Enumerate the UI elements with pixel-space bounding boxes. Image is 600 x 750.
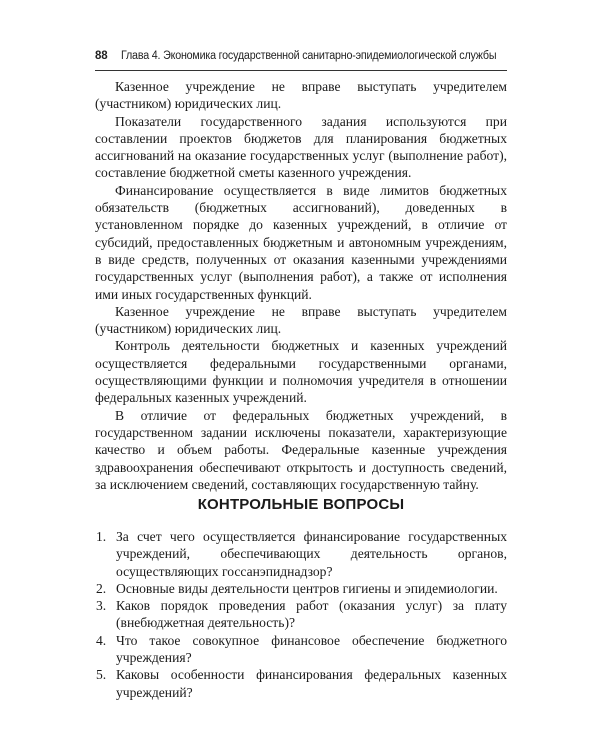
question-item <box>95 632 507 667</box>
header-rule <box>95 70 507 71</box>
question-item <box>95 666 507 701</box>
paragraph: Казенное учреждение не вправе выступать учредителем (участником) юридических лиц. <box>95 79 507 112</box>
question-text: Каковы особенности финансирования федеральных казенных учреждений? <box>116 667 507 700</box>
question-number: 1. <box>96 529 107 544</box>
question-text: Что такое совокупное финансовое обеспечение бюджетного учреждения? <box>116 632 507 666</box>
running-header <box>95 50 507 62</box>
paragraph: Казенное учреждение не вправе выступать учредителем (участником) юридических лиц. <box>95 303 507 337</box>
paragraph: Контроль деятельности бюджетных и казенных учреждений осуществляется федеральными государственными органами, осуществляющими функции и полномочия учредителя в отношении федеральных казенных учреждений. <box>95 338 507 406</box>
question-text: Каков порядок проведения работ (оказания услуг) за плату (внебюджетная деятельность)? <box>116 598 507 631</box>
section-title: КОНТРОЛЬНЫЕ ВОПРОСЫ <box>197 496 405 513</box>
question-text: Основные виды деятельности центров гигиены и эпидемиологии. <box>116 580 498 596</box>
question-item <box>95 597 507 632</box>
page-number: 88 <box>95 50 108 62</box>
question-number: 5. <box>96 667 107 683</box>
question-text: За счет чего осуществляется финансирование государственных учреждений, обеспечивающих деятельность органов, осуществляющих госсанэпиднадзор? <box>116 529 507 579</box>
question-item <box>95 580 507 597</box>
body-text <box>95 78 507 493</box>
question-number: 3. <box>96 598 107 614</box>
paragraph: В отличие от федеральных бюджетных учреждений, в государственном задании исключены показатели, характеризующие качество и объем работы. Федеральные казенные учреждения здравоохранения обеспечивают открытость и доступность сведений, за исключением сведений, составляющих государственную тайну. <box>95 407 507 492</box>
question-item <box>95 528 507 580</box>
questions-list <box>95 528 507 701</box>
paragraph: Финансирование осуществляется в виде лимитов бюджетных обязательств (бюджетных ассигнований), доведенных в установленном порядке до казенных учреждений, в отличие от субсидий, предоставленных бюджетным и автономным учреждениям, в виде средств, полученных от оказания казенными учреждениями государственных услуг (выполнения работ), а также от исполнения ими иных государственных функций. <box>95 182 507 302</box>
question-number: 4. <box>96 632 107 648</box>
question-number: 2. <box>96 580 107 596</box>
paragraph: Показатели государственного задания используются при составлении проектов бюджетов для планирования бюджетных ассигнований на оказание государственных услуг (выполнение работ), составление бюджетной сметы казенного учреждения. <box>95 113 507 181</box>
chapter-title: Глава 4. Экономика государственной санитарно-эпидемиологической службы <box>121 50 497 62</box>
